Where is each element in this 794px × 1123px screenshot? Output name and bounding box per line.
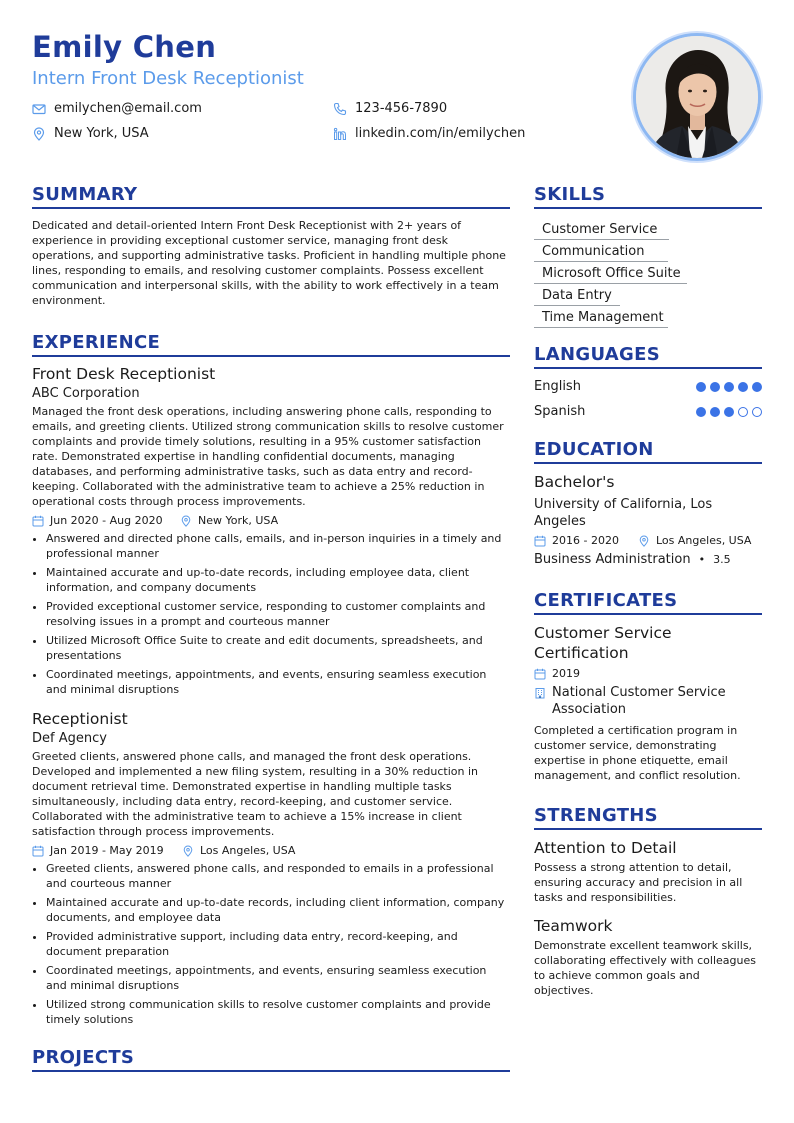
candidate-title: Intern Front Desk Receptionist — [32, 68, 304, 89]
level-dot-filled — [752, 382, 762, 392]
location-pin-icon — [180, 515, 192, 527]
phone-icon — [333, 102, 347, 116]
job-company: ABC Corporation — [32, 386, 140, 401]
education-school: University of California, Los Angeles — [534, 497, 713, 529]
education-dates: 2016 - 2020 — [534, 534, 638, 547]
level-dot-filled — [710, 382, 720, 392]
linkedin-icon — [333, 127, 347, 141]
separator-dot: • — [698, 553, 706, 566]
section-title-languages: LANGUAGES — [534, 344, 762, 369]
list-item: • Utilized Microsoft Office Suite to create and edit documents, spreadsheets, and presentations — [46, 633, 510, 663]
email-text: emilychen@email.com — [54, 101, 202, 116]
strength-name: Teamwork — [534, 917, 613, 935]
candidate-name: Emily Chen — [32, 30, 217, 64]
job-location: New York, USA — [180, 514, 278, 527]
language-name: Spanish — [534, 404, 586, 419]
location-pin-icon — [32, 127, 46, 141]
certificate-issuer-row — [534, 684, 762, 718]
section-title-certificates: CERTIFICATES — [534, 590, 762, 615]
level-dot-filled — [696, 382, 706, 392]
summary-text: Dedicated and detail-oriented Intern Front Desk Receptionist with 2+ years of experience in providing exceptional customer service, managing front desk operations, and supporting administrative tasks. Proficient in handling multiple phone lines, responding to emails, and resolving customer complaints. Possess excellent communication and interpersonal skills, with the ability to work effectively in a team environment. — [32, 219, 506, 307]
certificate-name: Customer Service Certification — [534, 624, 672, 662]
education-location: Los Angeles, USA — [638, 534, 751, 547]
job-description: Greeted clients, answered phone calls, and managed the front desk operations. Developed and implemented a new filing system, resulting in a 30% reduction in document retrieval time. Demonstrated expertise in handling multiple tasks simultaneously, including data entry, record-keeping, and customer service. Collaborated with the administrative team to achieve a 15% increase in client satisfaction through process improvements. — [32, 750, 479, 838]
list-item: • Coordinated meetings, appointments, and events, ensuring seamless execution and minimal disruptions — [46, 667, 510, 697]
strength-name: Attention to Detail — [534, 839, 677, 857]
contact-email[interactable] — [32, 101, 202, 116]
education-degree: Bachelor's — [534, 473, 615, 491]
section-title-summary: SUMMARY — [32, 184, 510, 209]
building-icon — [534, 687, 546, 699]
location-pin-icon — [182, 845, 194, 857]
skill-tag: Microsoft Office Suite — [534, 266, 687, 284]
job-location: Los Angeles, USA — [182, 844, 295, 857]
level-dot-filled — [724, 382, 734, 392]
level-dot-filled — [710, 407, 720, 417]
skills-list — [534, 218, 762, 328]
certificate-description: Completed a certification program in customer service, demonstrating expertise in phone etiquette, email management, and conflict resolution. — [534, 724, 741, 782]
certificate-year-row — [534, 667, 762, 680]
calendar-icon — [32, 515, 44, 527]
strength-text: Demonstrate excellent teamwork skills, collaborating effectively with colleagues to achieve common goals and objectives. — [534, 939, 756, 997]
list-item: • Answered and directed phone calls, emails, and in-person inquiries in a timely and professional manner — [46, 531, 510, 561]
mail-icon — [32, 102, 46, 116]
level-dot-filled — [696, 407, 706, 417]
language-row — [534, 374, 762, 399]
job-role: Receptionist — [32, 710, 128, 728]
strength-text: Possess a strong attention to detail, ensuring accuracy and precision in all tasks and responsibilities. — [534, 861, 743, 904]
certificate-issuer: National Customer Service Association — [552, 685, 726, 717]
language-row — [534, 399, 762, 424]
left-column — [32, 184, 510, 1072]
profile-portrait-illustration — [636, 36, 758, 158]
contact-linkedin[interactable] — [333, 126, 525, 141]
section-title-strengths: STRENGTHS — [534, 805, 762, 830]
job-description: Managed the front desk operations, including answering phone calls, responding to emails, and greeting clients. Utilized strong communication skills to resolve customer complaints and provide timely solutions, resulting in a 95% customer satisfaction rate. Demonstrated expertise in handling confidential documents, managing databases, and performing administrative tasks, such as data entry and record-keeping. Collaborated with the administrative team to achieve a 25% reduction in operational costs through process improvements. — [32, 405, 504, 508]
calendar-icon — [534, 535, 546, 547]
job-company: Def Agency — [32, 731, 107, 746]
job-entry — [32, 710, 510, 1027]
job-meta — [32, 514, 510, 527]
linkedin-text: linkedin.com/in/emilychen — [355, 126, 526, 141]
languages-list — [534, 374, 762, 424]
job-bullets — [32, 531, 510, 697]
skill-tag: Customer Service — [534, 222, 669, 240]
section-title-skills: SKILLS — [534, 184, 762, 209]
list-item: • Greeted clients, answered phone calls, and responded to emails in a professional and courteous manner — [46, 861, 510, 891]
profile-photo — [633, 33, 761, 161]
level-dot-empty — [738, 407, 748, 417]
calendar-icon — [32, 845, 44, 857]
language-level-dots — [696, 407, 762, 417]
job-dates: Jun 2020 - Aug 2020 — [32, 514, 180, 527]
job-entry — [32, 365, 510, 697]
list-item: • Utilized strong communication skills to resolve customer complaints and provide timely solutions — [46, 997, 510, 1027]
list-item: • Provided administrative support, including data entry, record-keeping, and document preparation — [46, 929, 510, 959]
education-field: Business Administration — [534, 552, 691, 567]
education-field-row — [534, 551, 762, 568]
skill-tag: Data Entry — [534, 288, 620, 306]
list-item: • Provided exceptional customer service, responding to customer complaints and resolving issues in a prompt and courteous manner — [46, 599, 510, 629]
education-gpa: 3.5 — [713, 553, 731, 566]
level-dot-empty — [752, 407, 762, 417]
list-item: • Coordinated meetings, appointments, and events, ensuring seamless execution and minimal disruptions — [46, 963, 510, 993]
language-level-dots — [696, 382, 762, 392]
skill-tag: Time Management — [534, 310, 668, 328]
job-dates: Jan 2019 - May 2019 — [32, 844, 182, 857]
location-pin-icon — [638, 535, 650, 547]
education-meta — [534, 534, 762, 547]
location-text: New York, USA — [54, 126, 149, 141]
certificate-year: 2019 — [534, 667, 580, 680]
section-title-projects: PROJECTS — [32, 1047, 510, 1072]
calendar-icon — [534, 668, 546, 680]
skill-tag: Communication — [534, 244, 668, 262]
list-item: • Maintained accurate and up-to-date records, including employee data, client information, and company documents — [46, 565, 510, 595]
contact-location — [32, 126, 149, 141]
job-role: Front Desk Receptionist — [32, 365, 216, 383]
level-dot-filled — [738, 382, 748, 392]
list-item: • Maintained accurate and up-to-date records, including client information, company documents, and employee data — [46, 895, 510, 925]
section-title-education: EDUCATION — [534, 439, 762, 464]
language-name: English — [534, 379, 581, 394]
job-meta — [32, 844, 510, 857]
job-bullets — [32, 861, 510, 1027]
phone-text: 123-456-7890 — [355, 101, 448, 116]
right-column — [534, 184, 762, 998]
level-dot-filled — [724, 407, 734, 417]
contact-phone[interactable] — [333, 101, 447, 116]
section-title-experience: EXPERIENCE — [32, 332, 510, 357]
